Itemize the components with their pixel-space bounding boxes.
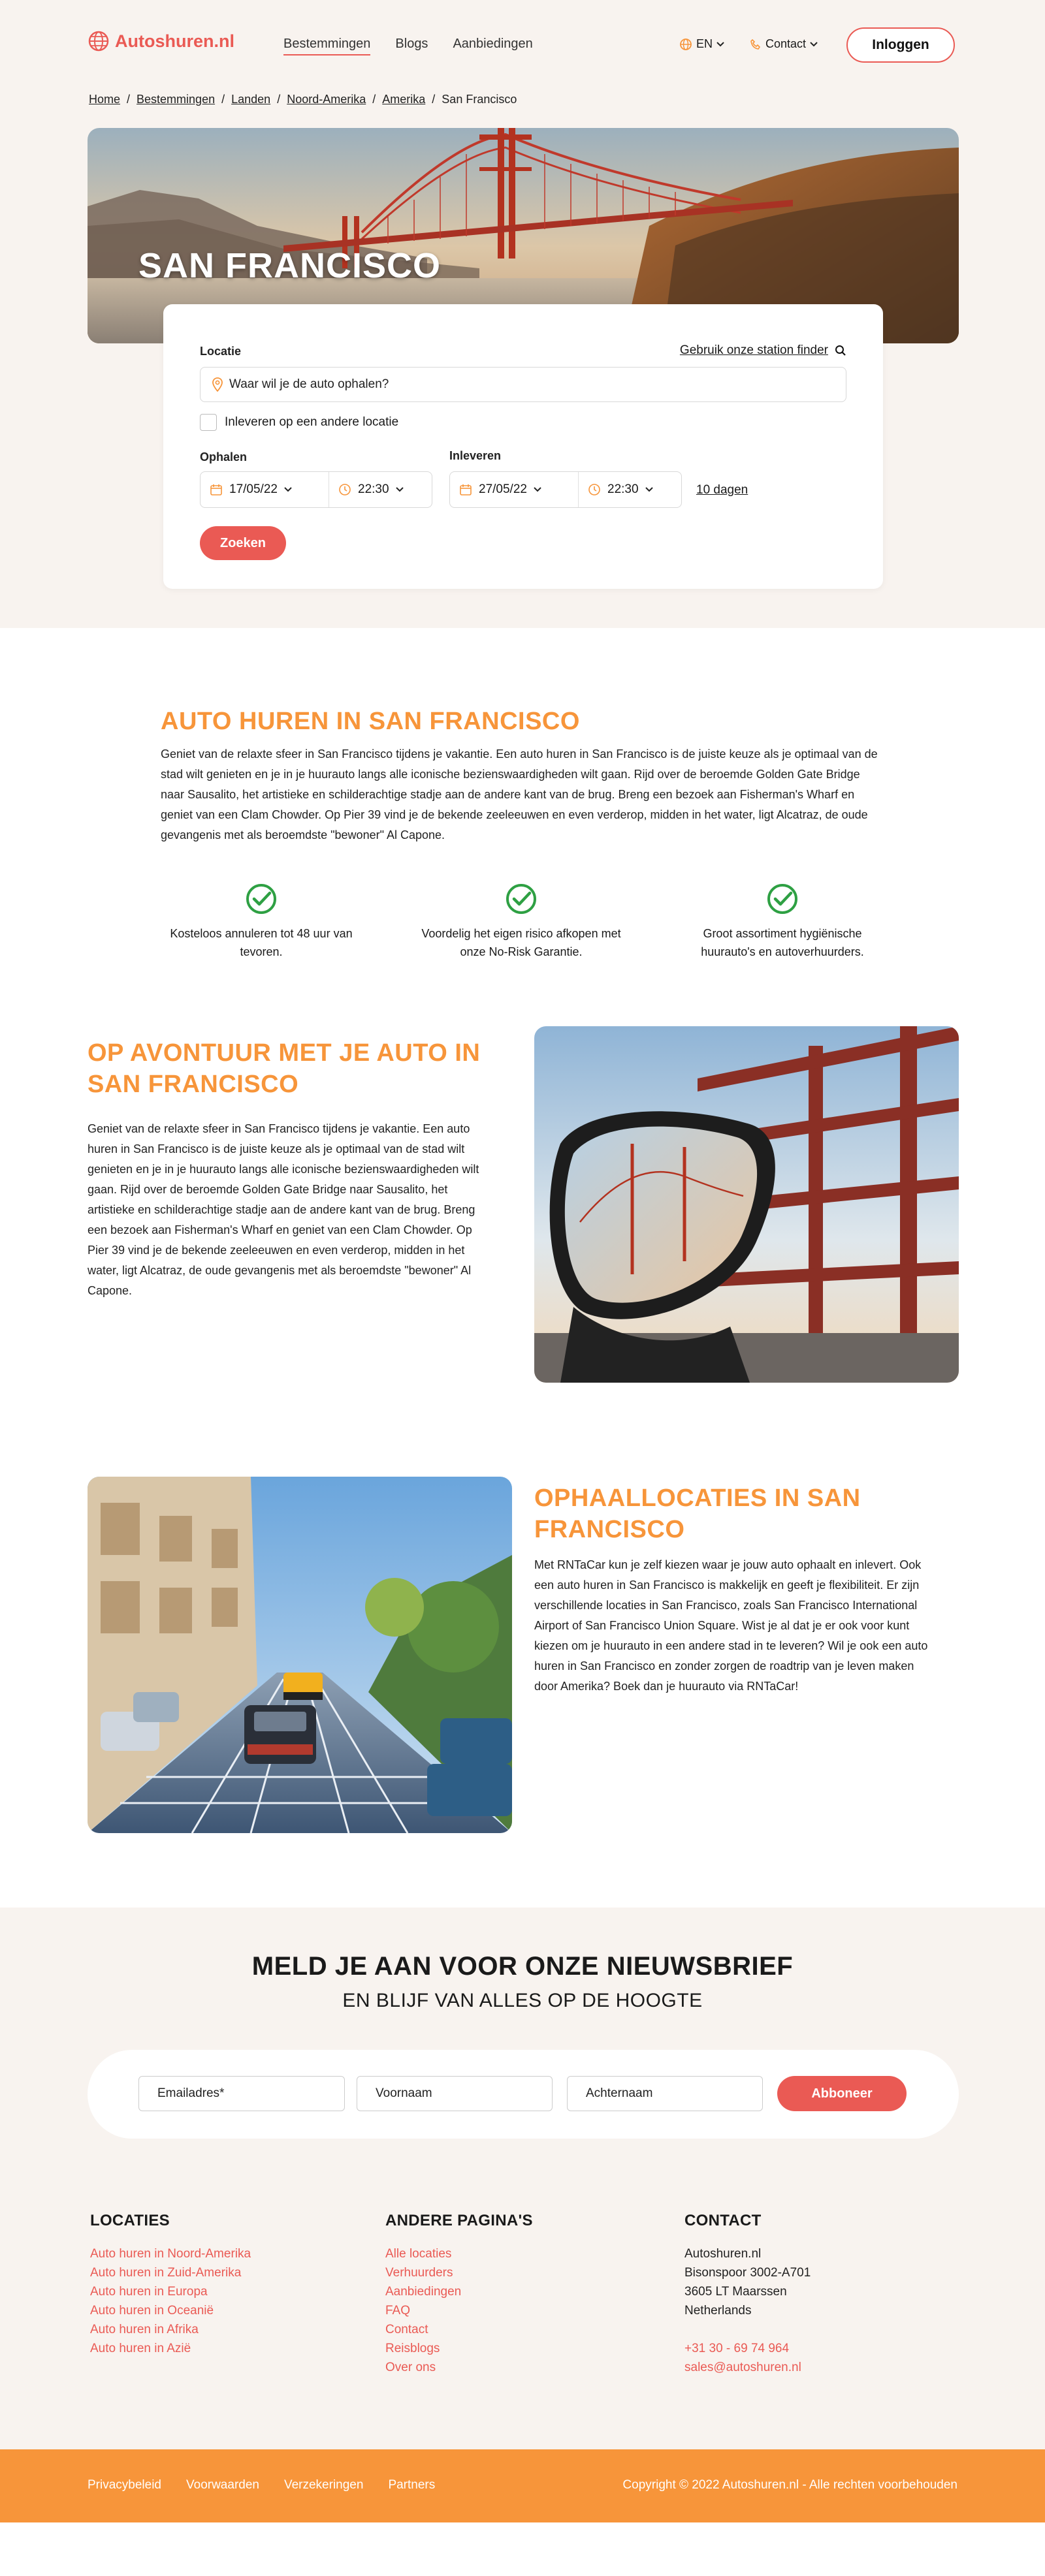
chevron-down-icon <box>716 42 724 47</box>
check-circle-icon <box>766 883 799 915</box>
pickup-date: 17/05/22 <box>229 482 278 496</box>
footer-link[interactable]: Verhuurders <box>385 2266 453 2280</box>
breadcrumb <box>89 93 517 106</box>
footer-andere-title: ANDERE PAGINA'S <box>385 2212 533 2229</box>
adventure-section <box>0 1026 1045 1477</box>
footer-link[interactable]: Auto huren in Azië <box>90 2342 191 2355</box>
footer-link[interactable]: Auto huren in Noord-Amerika <box>90 2247 251 2261</box>
car-mirror-illustration <box>534 1026 959 1383</box>
search-button[interactable]: Zoeken <box>200 526 286 560</box>
return-date: 27/05/22 <box>479 482 527 496</box>
pickup-text: Met RNTaCar kun je zelf kiezen waar je jouw auto ophaalt en inlevert. Ook een auto huren in San Francisco is makkelijk en geeft je flexibiliteit. Er zijn verschillende locaties in San Francisco, zoals San Francisco International Airport of San Francisco Union Square. Wist je al dat je er ook voor kunt kiezen om je huurauto in een andere stad in te leveren? Wil je ook een auto huren in San Francisco en zonder zorgen de roadtrip van je leven maken door Amerika? Boek dan je huurauto via RNTaCar! <box>534 1558 928 1693</box>
pickup-label: Ophalen <box>200 450 248 463</box>
location-placeholder: Waar wil je de auto ophalen? <box>229 377 389 391</box>
contact-email[interactable]: sales@autoshuren.nl <box>684 2361 801 2374</box>
pickup-title: OPHAALLOCATIES IN SAN FRANCISCO <box>534 1484 861 1543</box>
return-date-select[interactable] <box>450 472 578 507</box>
legal-link-privacy[interactable]: Privacybeleid <box>88 2478 161 2492</box>
nav-bestemmingen[interactable]: Bestemmingen <box>283 37 370 55</box>
check-circle-icon <box>505 883 538 915</box>
footer-contact <box>684 2212 811 2377</box>
firstname-field[interactable]: Voornaam <box>357 2076 553 2111</box>
intro-section <box>0 628 1045 1026</box>
newsletter-section <box>0 1908 1045 2449</box>
phone-icon <box>750 39 762 50</box>
pickup-date-select[interactable] <box>201 472 329 507</box>
feature-no-risk <box>417 883 626 961</box>
footer-link[interactable]: Auto huren in Europa <box>90 2285 208 2299</box>
feature-text: Kosteloos annuleren tot 48 uur van tevoren. <box>170 927 353 958</box>
breadcrumb-home[interactable]: Home <box>89 93 121 106</box>
return-elsewhere-checkbox[interactable] <box>200 414 217 431</box>
breadcrumb-separator: / <box>127 93 131 106</box>
return-label: Inleveren <box>449 449 502 462</box>
breadcrumb-noord-amerika[interactable]: Noord-Amerika <box>287 93 366 106</box>
hero-title: SAN FRANCISCO <box>138 246 442 285</box>
footer-link[interactable]: Alle locaties <box>385 2247 452 2261</box>
bottom-bar <box>0 2449 1045 2522</box>
navbar <box>0 0 1045 106</box>
footer-locaties-title: LOCATIES <box>90 2212 170 2229</box>
contact-line: Autoshuren.nl <box>684 2247 762 2261</box>
legal-link-insurance[interactable]: Verzekeringen <box>283 2478 364 2492</box>
calendar-icon <box>459 483 472 496</box>
newsletter-title: MELD JE AAN VOOR ONZE NIEUWSBRIEF <box>251 1952 794 1981</box>
breadcrumb-bestemmingen[interactable]: Bestemmingen <box>137 93 216 106</box>
location-label: Locatie <box>200 345 242 358</box>
footer-andere <box>385 2212 533 2377</box>
footer-link[interactable]: Over ons <box>385 2361 436 2374</box>
mirror-photo <box>534 1026 959 1383</box>
feature-cancel <box>157 883 366 961</box>
clock-icon <box>588 483 601 496</box>
street-photo <box>88 1477 512 1833</box>
contact-line: Netherlands <box>684 2304 752 2317</box>
feature-assortment <box>678 883 887 961</box>
breadcrumb-separator: / <box>221 93 225 106</box>
login-button[interactable]: Inloggen <box>846 27 955 63</box>
newsletter-subtitle: EN BLIJF VAN ALLES OP DE HOOGTE <box>342 1990 703 2011</box>
footer-contact-title: CONTACT <box>684 2212 762 2229</box>
station-finder-link[interactable] <box>680 343 846 358</box>
feature-text: Groot assortiment hygiënische huurauto's en autoverhuurders. <box>701 927 864 958</box>
return-datetime <box>449 471 682 508</box>
san-francisco-street-illustration <box>88 1477 512 1833</box>
footer-link[interactable]: Auto huren in Oceanië <box>90 2304 214 2317</box>
subscribe-button[interactable]: Abboneer <box>777 2076 907 2111</box>
check-circle-icon <box>245 883 278 915</box>
lastname-field[interactable]: Achternaam <box>567 2076 763 2111</box>
main-nav <box>283 37 533 55</box>
breadcrumb-separator: / <box>277 93 281 106</box>
intro-text: Geniet van de relaxte sfeer in San Francisco tijdens je vakantie. Een auto huren in San Francisco is de juiste keuze als je optimaal van de stad wilt genieten en je in je huurauto langs alle iconische bezienswaardigheden wilt gaan. Rijd over de beroemde Golden Gate Bridge naar Sausalito, het artistieke en schilderachtige stadje aan de andere kant van de brug. Breng een bezoek aan Fisherman's Wharf en geniet van een Clam Chowder. Op Pier 39 vind je de bekende zeeleeuwen en even verderop, midden in het water, ligt Alcatraz, de oude gevangenis met als beroemdste "bewoner" Al Capone. <box>161 747 878 841</box>
contact-dropdown[interactable] <box>750 37 818 51</box>
spacer <box>684 2320 811 2339</box>
legal-link-terms[interactable]: Voorwaarden <box>186 2478 259 2492</box>
footer-link[interactable]: Reisblogs <box>385 2342 440 2355</box>
pickup-time-select[interactable] <box>329 472 413 507</box>
adventure-text: Geniet van de relaxte sfeer in San Francisco tijdens je vakantie. Een auto huren in San Francisco is de juiste keuze als je optimaal van de stad wilt genieten en je in je huurauto langs alle iconische bezienswaardigheden wilt gaan. Rijd over de beroemde Golden Gate Bridge naar Sausalito, het artistieke en schilderachtige stadje aan de andere kant van de brug. Breng een bezoek aan Fisherman's Wharf en geniet van een Clam Chowder. Op Pier 39 vind je de bekende zeeleeuwen en even verderop, midden in het water, ligt Alcatraz, de oude gevangenis met als beroemdste "bewoner" Al Capone. <box>88 1122 479 1297</box>
footer-link[interactable]: Aanbiedingen <box>385 2285 462 2299</box>
chevron-down-icon <box>810 42 818 47</box>
pickup-time: 22:30 <box>358 482 389 496</box>
return-elsewhere-label: Inleveren op een andere locatie <box>225 415 399 429</box>
footer-link[interactable]: Auto huren in Afrika <box>90 2323 199 2336</box>
location-input[interactable] <box>200 367 846 402</box>
breadcrumb-separator: / <box>372 93 376 106</box>
globe-icon <box>88 30 110 52</box>
logo-text: Autoshuren.nl <box>115 31 234 51</box>
pickup-section <box>0 1477 1045 1908</box>
adventure-title: OP AVONTUUR MET JE AUTO IN SAN FRANCISCO <box>88 1039 481 1098</box>
footer-link[interactable]: Auto huren in Zuid-Amerika <box>90 2266 242 2280</box>
pickup-datetime <box>200 471 432 508</box>
footer-link[interactable]: FAQ <box>385 2304 411 2317</box>
breadcrumb-landen[interactable]: Landen <box>231 93 271 106</box>
clock-icon <box>338 483 351 496</box>
language-globe-icon <box>679 38 692 51</box>
return-time-select[interactable] <box>578 472 662 507</box>
rental-duration-link[interactable]: 10 dagen <box>696 483 748 497</box>
chevron-down-icon <box>284 487 292 492</box>
return-elsewhere-row[interactable] <box>200 414 398 431</box>
contact-line: 3605 LT Maarssen <box>684 2285 787 2299</box>
logo[interactable] <box>88 30 234 52</box>
search-icon <box>835 345 846 356</box>
nav-blogs[interactable]: Blogs <box>395 37 428 51</box>
map-pin-icon <box>212 377 223 392</box>
breadcrumb-separator: / <box>432 93 436 106</box>
footer-link[interactable]: Contact <box>385 2323 428 2336</box>
language-label: EN <box>696 37 713 50</box>
copyright: Copyright © 2022 Autoshuren.nl - Alle rechten voorbehouden <box>622 2478 957 2492</box>
station-finder-text: Gebruik onze station finder <box>679 343 828 357</box>
intro-title: AUTO HUREN IN SAN FRANCISCO <box>161 708 580 735</box>
footer-locaties <box>90 2212 251 2358</box>
contact-label: Contact <box>765 37 807 50</box>
legal-links <box>88 2478 435 2492</box>
breadcrumb-current: San Francisco <box>442 93 517 106</box>
chevron-down-icon <box>645 487 653 492</box>
legal-link-partners[interactable]: Partners <box>388 2478 436 2492</box>
top-band <box>0 0 1045 628</box>
language-selector[interactable] <box>679 37 724 51</box>
search-card <box>163 304 883 589</box>
contact-phone[interactable]: +31 30 - 69 74 964 <box>684 2342 790 2355</box>
email-field[interactable]: Emailadres* <box>138 2076 345 2111</box>
chevron-down-icon <box>534 487 541 492</box>
nav-aanbiedingen[interactable]: Aanbiedingen <box>453 37 533 51</box>
chevron-down-icon <box>396 487 404 492</box>
feature-text: Voordelig het eigen risico afkopen met onze No-Risk Garantie. <box>421 927 621 958</box>
contact-line: Bisonspoor 3002-A701 <box>684 2266 811 2280</box>
breadcrumb-amerika[interactable]: Amerika <box>382 93 426 106</box>
calendar-icon <box>210 483 223 496</box>
newsletter-form <box>88 2050 959 2139</box>
return-time: 22:30 <box>607 482 639 496</box>
